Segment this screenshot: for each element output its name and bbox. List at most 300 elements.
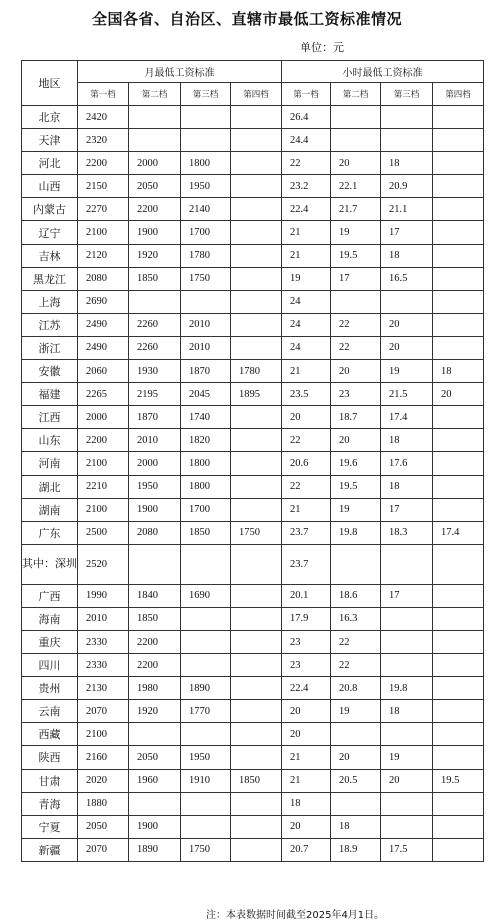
hourly-tier-1-cell: 20.7 <box>282 838 331 861</box>
monthly-tier-1-cell: 2160 <box>78 746 129 769</box>
monthly-tier-1-cell: 2010 <box>78 607 129 630</box>
region-cell: 安徽 <box>22 360 78 383</box>
region-cell: 四川 <box>22 654 78 677</box>
monthly-tier-4-cell <box>231 475 282 498</box>
region-cell: 河南 <box>22 452 78 475</box>
hourly-tier-2-cell: 17 <box>331 267 381 290</box>
hourly-tier-2-cell: 19 <box>331 498 381 521</box>
monthly-tier-1-cell: 2060 <box>78 360 129 383</box>
table-row <box>22 607 484 630</box>
hourly-tier-1-cell: 22.4 <box>282 677 331 700</box>
table-row <box>22 313 484 336</box>
hourly-tier-3-cell: 17 <box>381 584 433 607</box>
table-row <box>22 198 484 221</box>
hourly-tier-1-cell: 20 <box>282 700 331 723</box>
hourly-tier-2-cell: 20.8 <box>331 677 381 700</box>
header-monthly-tier-4: 第四档 <box>231 83 282 106</box>
monthly-tier-2-cell: 2050 <box>129 175 181 198</box>
monthly-tier-4-cell <box>231 544 282 584</box>
hourly-tier-2-cell: 19.8 <box>331 521 381 544</box>
hourly-tier-1-cell: 24 <box>282 313 331 336</box>
hourly-tier-1-cell: 22 <box>282 429 331 452</box>
monthly-tier-3-cell: 2045 <box>181 383 231 406</box>
page-title: 全国各省、自治区、直辖市最低工资标准情况 <box>91 10 402 28</box>
monthly-tier-3-cell: 2010 <box>181 313 231 336</box>
monthly-tier-4-cell <box>231 815 282 838</box>
table-row <box>22 360 484 383</box>
region-cell: 陕西 <box>22 746 78 769</box>
region-cell: 宁夏 <box>22 815 78 838</box>
monthly-tier-4-cell <box>231 129 282 152</box>
header-region: 地区 <box>22 61 78 106</box>
hourly-tier-2-cell <box>331 723 381 746</box>
monthly-tier-3-cell <box>181 723 231 746</box>
monthly-tier-1-cell: 2070 <box>78 700 129 723</box>
table-row <box>22 838 484 861</box>
hourly-tier-2-cell: 19 <box>331 700 381 723</box>
monthly-tier-4-cell <box>231 677 282 700</box>
monthly-tier-1-cell: 2100 <box>78 723 129 746</box>
hourly-tier-2-cell: 19.6 <box>331 452 381 475</box>
monthly-tier-1-cell: 2490 <box>78 313 129 336</box>
table-row <box>22 452 484 475</box>
hourly-tier-1-cell: 17.9 <box>282 607 331 630</box>
hourly-tier-4-cell <box>433 607 484 630</box>
monthly-tier-2-cell <box>129 723 181 746</box>
monthly-tier-3-cell: 1750 <box>181 267 231 290</box>
monthly-tier-4-cell <box>231 290 282 313</box>
hourly-tier-4-cell <box>433 746 484 769</box>
monthly-tier-2-cell: 1850 <box>129 267 181 290</box>
monthly-tier-3-cell <box>181 815 231 838</box>
monthly-tier-2-cell: 2200 <box>129 630 181 653</box>
region-cell: 内蒙古 <box>22 198 78 221</box>
region-cell: 重庆 <box>22 630 78 653</box>
table-row <box>22 106 484 129</box>
monthly-tier-2-cell: 1960 <box>129 769 181 792</box>
monthly-tier-2-cell <box>129 290 181 313</box>
hourly-tier-4-cell <box>433 267 484 290</box>
header-hourly: 小时最低工资标准 <box>282 61 484 83</box>
hourly-tier-4-cell <box>433 290 484 313</box>
monthly-tier-1-cell: 2200 <box>78 429 129 452</box>
region-cell: 青海 <box>22 792 78 815</box>
hourly-tier-3-cell: 17 <box>381 221 433 244</box>
monthly-tier-4-cell <box>231 198 282 221</box>
region-cell: 山西 <box>22 175 78 198</box>
hourly-tier-3-cell <box>381 290 433 313</box>
hourly-tier-4-cell: 18 <box>433 360 484 383</box>
header-hourly-tier-4: 第四档 <box>433 83 484 106</box>
hourly-tier-3-cell: 18 <box>381 152 433 175</box>
monthly-tier-4-cell <box>231 336 282 359</box>
monthly-tier-4-cell <box>231 452 282 475</box>
header-monthly-tier-1: 第一档 <box>78 83 129 106</box>
hourly-tier-1-cell: 22 <box>282 475 331 498</box>
table-row <box>22 584 484 607</box>
monthly-tier-4-cell <box>231 584 282 607</box>
hourly-tier-3-cell: 20 <box>381 336 433 359</box>
table-row <box>22 815 484 838</box>
hourly-tier-3-cell: 20 <box>381 313 433 336</box>
monthly-tier-4-cell: 1850 <box>231 769 282 792</box>
monthly-tier-4-cell <box>231 792 282 815</box>
table-row <box>22 769 484 792</box>
monthly-tier-3-cell <box>181 290 231 313</box>
region-cell: 上海 <box>22 290 78 313</box>
monthly-tier-3-cell <box>181 607 231 630</box>
monthly-tier-1-cell: 2100 <box>78 498 129 521</box>
region-cell: 福建 <box>22 383 78 406</box>
monthly-tier-2-cell: 1930 <box>129 360 181 383</box>
table-row <box>22 700 484 723</box>
hourly-tier-1-cell: 20 <box>282 723 331 746</box>
table-row <box>22 498 484 521</box>
monthly-tier-3-cell <box>181 792 231 815</box>
hourly-tier-1-cell: 19 <box>282 267 331 290</box>
hourly-tier-2-cell <box>331 129 381 152</box>
hourly-tier-4-cell <box>433 336 484 359</box>
region-cell: 辽宁 <box>22 221 78 244</box>
hourly-tier-3-cell: 21.5 <box>381 383 433 406</box>
hourly-tier-3-cell: 21.1 <box>381 198 433 221</box>
header-hourly-tier-1: 第一档 <box>282 83 331 106</box>
hourly-tier-4-cell <box>433 544 484 584</box>
monthly-tier-1-cell: 2130 <box>78 677 129 700</box>
monthly-tier-2-cell: 2260 <box>129 313 181 336</box>
monthly-tier-3-cell: 1820 <box>181 429 231 452</box>
monthly-tier-2-cell: 2200 <box>129 198 181 221</box>
hourly-tier-2-cell: 23 <box>331 383 381 406</box>
hourly-tier-3-cell <box>381 630 433 653</box>
monthly-tier-4-cell <box>231 607 282 630</box>
monthly-tier-4-cell <box>231 498 282 521</box>
hourly-tier-2-cell <box>331 792 381 815</box>
table-row <box>22 677 484 700</box>
hourly-tier-3-cell: 17 <box>381 498 433 521</box>
hourly-tier-1-cell: 24 <box>282 290 331 313</box>
monthly-tier-2-cell <box>129 129 181 152</box>
hourly-tier-2-cell: 19.5 <box>331 475 381 498</box>
hourly-tier-4-cell <box>433 129 484 152</box>
hourly-tier-3-cell: 17.4 <box>381 406 433 429</box>
monthly-tier-2-cell <box>129 106 181 129</box>
monthly-tier-3-cell <box>181 630 231 653</box>
monthly-tier-3-cell: 1800 <box>181 475 231 498</box>
hourly-tier-1-cell: 23 <box>282 630 331 653</box>
hourly-tier-3-cell: 19 <box>381 360 433 383</box>
table-row <box>22 152 484 175</box>
hourly-tier-3-cell: 18 <box>381 429 433 452</box>
region-cell: 河北 <box>22 152 78 175</box>
monthly-tier-3-cell: 1700 <box>181 498 231 521</box>
hourly-tier-3-cell: 18 <box>381 475 433 498</box>
hourly-tier-1-cell: 21 <box>282 746 331 769</box>
monthly-tier-1-cell: 2150 <box>78 175 129 198</box>
header-monthly-tier-3: 第三档 <box>181 83 231 106</box>
hourly-tier-2-cell: 22 <box>331 313 381 336</box>
region-cell: 云南 <box>22 700 78 723</box>
table-row <box>22 654 484 677</box>
hourly-tier-3-cell: 18 <box>381 244 433 267</box>
hourly-tier-2-cell: 18.9 <box>331 838 381 861</box>
monthly-tier-3-cell: 1690 <box>181 584 231 607</box>
hourly-tier-3-cell <box>381 106 433 129</box>
monthly-tier-1-cell: 2080 <box>78 267 129 290</box>
monthly-tier-3-cell <box>181 544 231 584</box>
hourly-tier-1-cell: 21 <box>282 244 331 267</box>
region-cell: 贵州 <box>22 677 78 700</box>
table-row <box>22 630 484 653</box>
hourly-tier-2-cell: 19 <box>331 221 381 244</box>
region-cell: 黑龙江 <box>22 267 78 290</box>
monthly-tier-2-cell: 2200 <box>129 654 181 677</box>
monthly-tier-3-cell <box>181 129 231 152</box>
hourly-tier-2-cell: 18.7 <box>331 406 381 429</box>
monthly-tier-1-cell: 2520 <box>78 544 129 584</box>
monthly-tier-3-cell: 1740 <box>181 406 231 429</box>
monthly-tier-2-cell: 2010 <box>129 429 181 452</box>
monthly-tier-1-cell: 2050 <box>78 815 129 838</box>
hourly-tier-3-cell: 20 <box>381 769 433 792</box>
hourly-tier-1-cell: 22.4 <box>282 198 331 221</box>
hourly-tier-4-cell: 19.5 <box>433 769 484 792</box>
monthly-tier-4-cell <box>231 838 282 861</box>
monthly-tier-1-cell: 2330 <box>78 630 129 653</box>
monthly-tier-4-cell <box>231 630 282 653</box>
hourly-tier-3-cell: 19 <box>381 746 433 769</box>
hourly-tier-4-cell <box>433 406 484 429</box>
hourly-tier-4-cell <box>433 815 484 838</box>
monthly-tier-4-cell: 1895 <box>231 383 282 406</box>
hourly-tier-4-cell <box>433 723 484 746</box>
monthly-tier-2-cell: 1900 <box>129 498 181 521</box>
hourly-tier-1-cell: 23.7 <box>282 544 331 584</box>
monthly-tier-3-cell: 1750 <box>181 838 231 861</box>
monthly-tier-3-cell: 1950 <box>181 175 231 198</box>
monthly-tier-2-cell: 2050 <box>129 746 181 769</box>
hourly-tier-4-cell <box>433 106 484 129</box>
hourly-tier-1-cell: 24 <box>282 336 331 359</box>
hourly-tier-1-cell: 20.1 <box>282 584 331 607</box>
monthly-tier-1-cell: 1880 <box>78 792 129 815</box>
hourly-tier-3-cell <box>381 129 433 152</box>
monthly-tier-2-cell: 1920 <box>129 244 181 267</box>
hourly-tier-4-cell <box>433 838 484 861</box>
monthly-tier-3-cell: 1780 <box>181 244 231 267</box>
hourly-tier-2-cell <box>331 544 381 584</box>
hourly-tier-4-cell <box>433 221 484 244</box>
hourly-tier-4-cell <box>433 654 484 677</box>
wage-table <box>21 60 484 862</box>
region-cell: 甘肃 <box>22 769 78 792</box>
hourly-tier-1-cell: 21 <box>282 360 331 383</box>
hourly-tier-3-cell: 16.5 <box>381 267 433 290</box>
header-monthly: 月最低工资标准 <box>78 61 282 83</box>
hourly-tier-4-cell <box>433 677 484 700</box>
header-hourly-tier-2: 第二档 <box>331 83 381 106</box>
monthly-tier-4-cell <box>231 723 282 746</box>
hourly-tier-2-cell: 20 <box>331 360 381 383</box>
monthly-tier-1-cell: 2120 <box>78 244 129 267</box>
monthly-tier-4-cell <box>231 700 282 723</box>
region-cell: 浙江 <box>22 336 78 359</box>
hourly-tier-2-cell: 18.6 <box>331 584 381 607</box>
hourly-tier-4-cell <box>433 198 484 221</box>
hourly-tier-2-cell: 22 <box>331 654 381 677</box>
monthly-tier-4-cell <box>231 267 282 290</box>
monthly-tier-4-cell <box>231 406 282 429</box>
hourly-tier-1-cell: 26.4 <box>282 106 331 129</box>
monthly-tier-1-cell: 2100 <box>78 221 129 244</box>
hourly-tier-2-cell: 20 <box>331 429 381 452</box>
hourly-tier-2-cell: 18 <box>331 815 381 838</box>
monthly-tier-1-cell: 2265 <box>78 383 129 406</box>
region-cell: 广西 <box>22 584 78 607</box>
monthly-tier-1-cell: 2210 <box>78 475 129 498</box>
monthly-tier-1-cell: 2690 <box>78 290 129 313</box>
monthly-tier-1-cell: 2270 <box>78 198 129 221</box>
header-monthly-tier-2: 第二档 <box>129 83 181 106</box>
table-row <box>22 336 484 359</box>
monthly-tier-2-cell: 1900 <box>129 221 181 244</box>
table-row <box>22 175 484 198</box>
monthly-tier-3-cell: 1850 <box>181 521 231 544</box>
monthly-tier-4-cell <box>231 221 282 244</box>
region-cell: 广东 <box>22 521 78 544</box>
monthly-tier-4-cell <box>231 152 282 175</box>
hourly-tier-4-cell <box>433 584 484 607</box>
monthly-tier-4-cell <box>231 106 282 129</box>
table-row <box>22 544 484 584</box>
monthly-tier-1-cell: 1990 <box>78 584 129 607</box>
hourly-tier-3-cell <box>381 654 433 677</box>
hourly-tier-4-cell <box>433 475 484 498</box>
monthly-tier-2-cell: 1980 <box>129 677 181 700</box>
monthly-tier-3-cell: 1800 <box>181 452 231 475</box>
monthly-tier-4-cell: 1750 <box>231 521 282 544</box>
table-row <box>22 475 484 498</box>
hourly-tier-4-cell <box>433 792 484 815</box>
monthly-tier-2-cell: 1920 <box>129 700 181 723</box>
monthly-tier-3-cell: 1700 <box>181 221 231 244</box>
hourly-tier-3-cell <box>381 815 433 838</box>
hourly-tier-4-cell <box>433 244 484 267</box>
monthly-tier-3-cell: 1910 <box>181 769 231 792</box>
monthly-tier-3-cell: 1870 <box>181 360 231 383</box>
region-cell: 其中：深圳 <box>22 544 78 584</box>
table-row <box>22 406 484 429</box>
monthly-tier-2-cell: 2195 <box>129 383 181 406</box>
monthly-tier-2-cell <box>129 792 181 815</box>
hourly-tier-1-cell: 23.7 <box>282 521 331 544</box>
monthly-tier-2-cell: 1870 <box>129 406 181 429</box>
monthly-tier-2-cell: 2080 <box>129 521 181 544</box>
monthly-tier-2-cell: 1840 <box>129 584 181 607</box>
hourly-tier-1-cell: 24.4 <box>282 129 331 152</box>
monthly-tier-4-cell <box>231 429 282 452</box>
table-row <box>22 746 484 769</box>
region-cell: 山东 <box>22 429 78 452</box>
hourly-tier-1-cell: 21 <box>282 498 331 521</box>
hourly-tier-3-cell <box>381 723 433 746</box>
hourly-tier-2-cell: 16.3 <box>331 607 381 630</box>
region-cell: 江西 <box>22 406 78 429</box>
hourly-tier-4-cell <box>433 700 484 723</box>
monthly-tier-1-cell: 2330 <box>78 654 129 677</box>
hourly-tier-2-cell: 22 <box>331 336 381 359</box>
monthly-tier-4-cell: 1780 <box>231 360 282 383</box>
region-cell: 湖南 <box>22 498 78 521</box>
monthly-tier-4-cell <box>231 244 282 267</box>
hourly-tier-1-cell: 23.2 <box>282 175 331 198</box>
hourly-tier-4-cell <box>433 452 484 475</box>
hourly-tier-1-cell: 22 <box>282 152 331 175</box>
region-cell: 吉林 <box>22 244 78 267</box>
monthly-tier-1-cell: 2320 <box>78 129 129 152</box>
hourly-tier-2-cell <box>331 106 381 129</box>
hourly-tier-1-cell: 23.5 <box>282 383 331 406</box>
monthly-tier-2-cell: 2000 <box>129 152 181 175</box>
hourly-tier-3-cell: 17.5 <box>381 838 433 861</box>
hourly-tier-2-cell <box>331 290 381 313</box>
monthly-tier-1-cell: 2100 <box>78 452 129 475</box>
monthly-tier-2-cell <box>129 544 181 584</box>
hourly-tier-3-cell: 17.6 <box>381 452 433 475</box>
monthly-tier-2-cell: 2260 <box>129 336 181 359</box>
hourly-tier-4-cell: 17.4 <box>433 521 484 544</box>
hourly-tier-1-cell: 23 <box>282 654 331 677</box>
monthly-tier-3-cell: 1890 <box>181 677 231 700</box>
region-cell: 北京 <box>22 106 78 129</box>
table-row <box>22 221 484 244</box>
region-cell: 江苏 <box>22 313 78 336</box>
table-row <box>22 244 484 267</box>
monthly-tier-1-cell: 2200 <box>78 152 129 175</box>
hourly-tier-3-cell: 18.3 <box>381 521 433 544</box>
monthly-tier-1-cell: 2490 <box>78 336 129 359</box>
table-row <box>22 129 484 152</box>
monthly-tier-3-cell: 1770 <box>181 700 231 723</box>
hourly-tier-3-cell: 19.8 <box>381 677 433 700</box>
hourly-tier-4-cell <box>433 630 484 653</box>
region-cell: 西藏 <box>22 723 78 746</box>
hourly-tier-2-cell: 20 <box>331 746 381 769</box>
monthly-tier-3-cell: 2140 <box>181 198 231 221</box>
monthly-tier-3-cell: 1950 <box>181 746 231 769</box>
footnote: 注：本表数据时间截至2025年4月1日。 <box>206 910 385 921</box>
monthly-tier-1-cell: 2000 <box>78 406 129 429</box>
hourly-tier-2-cell: 20.5 <box>331 769 381 792</box>
hourly-tier-2-cell: 20 <box>331 152 381 175</box>
hourly-tier-2-cell: 21.7 <box>331 198 381 221</box>
monthly-tier-4-cell <box>231 313 282 336</box>
hourly-tier-4-cell <box>433 152 484 175</box>
hourly-tier-1-cell: 18 <box>282 792 331 815</box>
hourly-tier-4-cell <box>433 429 484 452</box>
region-cell: 天津 <box>22 129 78 152</box>
hourly-tier-3-cell: 18 <box>381 700 433 723</box>
table-row <box>22 267 484 290</box>
monthly-tier-4-cell <box>231 175 282 198</box>
header-hourly-tier-3: 第三档 <box>381 83 433 106</box>
monthly-tier-2-cell: 1890 <box>129 838 181 861</box>
table-row <box>22 383 484 406</box>
monthly-tier-3-cell <box>181 106 231 129</box>
hourly-tier-2-cell: 19.5 <box>331 244 381 267</box>
monthly-tier-1-cell: 2420 <box>78 106 129 129</box>
hourly-tier-4-cell: 20 <box>433 383 484 406</box>
